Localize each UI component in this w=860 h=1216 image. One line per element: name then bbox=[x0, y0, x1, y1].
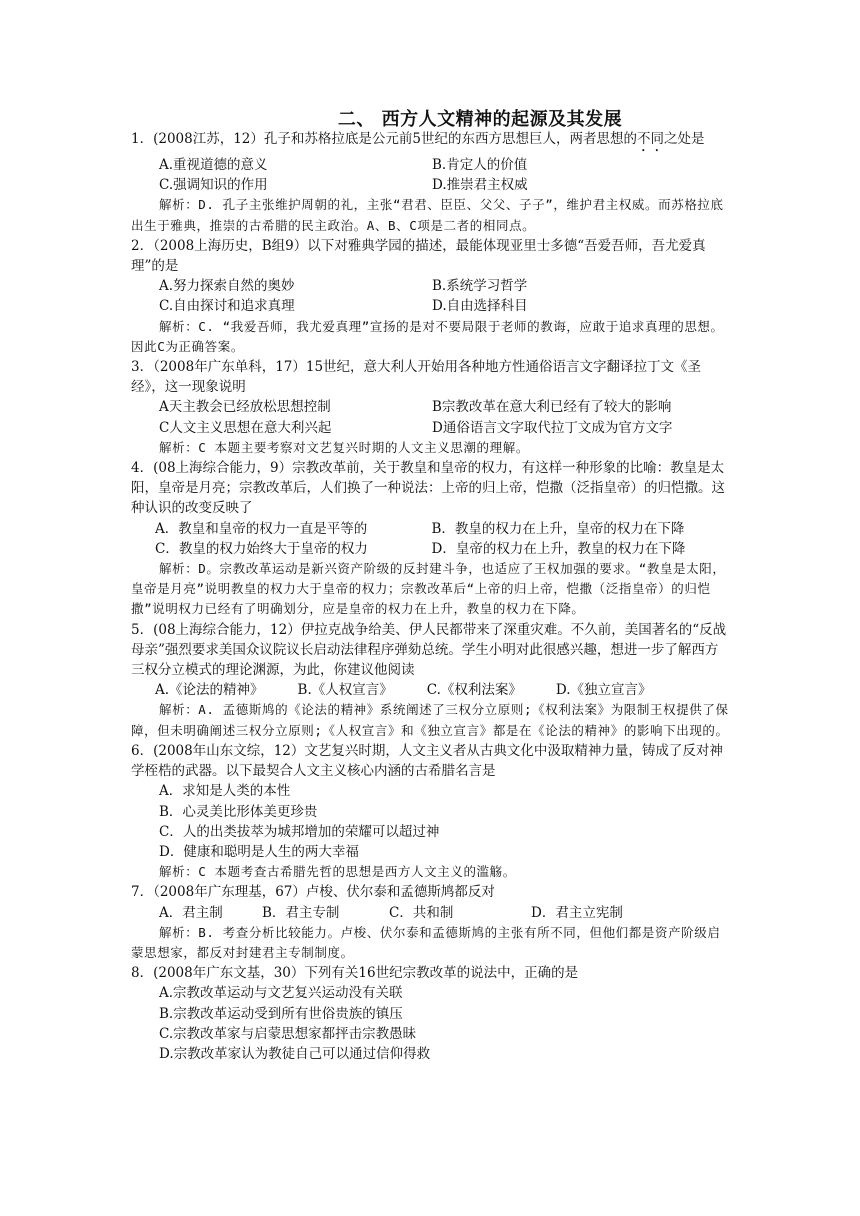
question-7-answer: 解析：B. 考查分析比较能力。卢梭、伏尔泰和孟德斯鸠的主张有所不同，但他们都是资产阶级启蒙思想家，都反对封建君主专制制度。 bbox=[131, 924, 721, 960]
option-c: C.自由探讨和追求真理 bbox=[159, 298, 295, 315]
option-d: D.自由选择科目 bbox=[432, 298, 528, 315]
option-a: A.努力探索自然的奥妙 bbox=[159, 278, 295, 295]
option-b: B.宗教改革运动受到所有世俗贵族的镇压 bbox=[159, 1005, 403, 1022]
option-b: B．教皇的权力在上升，皇帝的权力在下降 bbox=[431, 520, 685, 537]
option-d: D．君主立宪制 bbox=[531, 904, 623, 921]
question-4-options bbox=[131, 519, 731, 559]
question-2-stem: 2．（2008上海历史，B组9）以下对雅典学园的描述，最能体现亚里士多德“吾爱吾师，吾尤爱真理”的是 bbox=[131, 237, 706, 275]
question-7 bbox=[131, 882, 731, 963]
question-8-stem: 8．(2008年广东文基，30）下列有关16世纪宗教改革的说法中，正确的是 bbox=[131, 965, 579, 982]
option-b: B．心灵美比形体美更珍贵 bbox=[159, 803, 318, 820]
question-5-stem: 5．(08上海综合能力，12）伊拉克战争给美、伊人民都带来了深重灾难。不久前，美国著名的“反战母亲”强烈要求美国众议院议长启动法律程序弹劾总统。学生小明对此很感兴趣，想进一步了解西方三权分立模式的理论渊源，为此，你建议他阅读 bbox=[131, 621, 727, 679]
question-6 bbox=[131, 741, 731, 882]
question-4-stem: 4．(08上海综合能力，9）宗教改革前，关于教皇和皇帝的权力，有这样一种形象的比喻：教皇是太阳，皇帝是月亮；宗教改革后，人们换了一种说法：上帝的归上帝，恺撒（泛指皇帝）的归恺撒。这种认识的改变反映了 bbox=[131, 460, 725, 517]
question-1-answer: 解析：D. 孔子主张维护周朝的礼，主张“君君、臣臣、父父、子子”，维护君主权威。而苏格拉底出生于雅典，推崇的古希腊的民主政治。A、B、C项是二者的相同点。 bbox=[131, 197, 724, 233]
option-c: C．人的出类拔萃为城邦增加的荣耀可以超过神 bbox=[159, 823, 440, 840]
option-a: A.宗教改革运动与文艺复兴运动没有关联 bbox=[159, 985, 403, 1002]
question-5-options bbox=[131, 680, 731, 700]
option-d: D．健康和聪明是人生的两大幸福 bbox=[159, 843, 359, 860]
question-7-options bbox=[131, 903, 731, 923]
question-2 bbox=[131, 236, 731, 357]
option-c: C.宗教改革家与启蒙思想家都抨击宗教愚昧 bbox=[159, 1025, 417, 1042]
question-2-answer: 解析：C. “我爱吾师，我尤爱真理”宣扬的是对不要局限于老师的教诲，应敢于追求真理的思想。因此C为正确答案。 bbox=[131, 318, 724, 354]
question-list bbox=[131, 129, 731, 1064]
question-1 bbox=[131, 129, 731, 236]
question-3-options bbox=[131, 397, 731, 437]
option-b: B.《人权宣言》 bbox=[297, 682, 393, 699]
question-1-stem: 1．(2008江苏，12）孔子和苏格拉底是公元前5世纪的东西方思想巨人，两者思想的不同之处是 bbox=[131, 131, 705, 147]
question-8-options bbox=[131, 983, 731, 1064]
option-c: C．共和制 bbox=[389, 904, 454, 921]
question-3-answer: 解析：C 本题主要考察对文艺复兴时期的人文主义思潮的理解。 bbox=[159, 439, 529, 455]
option-a: A天主教会已经放松思想控制 bbox=[159, 399, 331, 416]
question-5-answer: 解析：A. 孟德斯鸠的《论法的精神》系统阐述了三权分立原则;《权利法案》为限制王权提供了保障，但未明确阐述三权分立原则;《人权宣言》和《独立宣言》都是在《论法的精神》的影响下出现的。 bbox=[131, 702, 729, 738]
question-6-answer: 解析：C 本题考查古希腊先哲的思想是西方人文主义的滥觞。 bbox=[159, 864, 516, 880]
option-a: A.《论法的精神》 bbox=[155, 682, 264, 699]
option-a: A.重视道德的意义 bbox=[159, 157, 268, 173]
option-d: D.《独立宣言》 bbox=[555, 682, 652, 699]
option-d: D．皇帝的权力在上升，教皇的权力在下降 bbox=[431, 540, 686, 557]
question-5 bbox=[131, 620, 731, 741]
question-6-options bbox=[131, 781, 731, 862]
option-c: C.强调知识的作用 bbox=[159, 177, 268, 194]
page-title: 二、 西方人文精神的起源及其发展 bbox=[337, 109, 623, 130]
option-c: C人文主义思想在意大利兴起 bbox=[159, 419, 332, 436]
question-6-stem: 6．(2008年山东文综，12）文艺复兴时期，人文主义者从古典文化中汲取精神力量，铸成了反对神学桎梏的武器。以下最契合人文主义核心内涵的古希腊名言是 bbox=[131, 742, 723, 780]
option-d: D.推崇君主权威 bbox=[432, 177, 528, 194]
question-4 bbox=[131, 458, 731, 620]
question-2-options bbox=[131, 276, 731, 316]
option-c: C.《权利法案》 bbox=[426, 682, 522, 699]
emphasis-text: 不同 bbox=[636, 131, 664, 147]
option-c: C．教皇的权力始终大于皇帝的权力 bbox=[155, 540, 368, 557]
option-a: A．教皇和皇帝的权力一直是平等的 bbox=[155, 520, 368, 537]
option-a: A．君主制 bbox=[159, 904, 223, 921]
option-b: B．君主专制 bbox=[262, 904, 340, 921]
option-b: B宗教改革在意大利已经有了较大的影响 bbox=[432, 399, 672, 416]
option-b: B.系统学习哲学 bbox=[432, 278, 528, 295]
question-1-options bbox=[131, 155, 731, 195]
question-4-answer: 解析：D。宗教改革运动是新兴资产阶级的反封建斗争，也适应了王权加强的要求。“教皇是太阳，皇帝是月亮”说明教皇的权力大于皇帝的权力；宗教改革后“上帝的归上帝，恺撒（泛指皇帝）的归恺撒”说明权力已经有了明确划分，应是皇帝的权力在上升，教皇的权力在下降。 bbox=[131, 561, 726, 617]
option-d: D通俗语言文字取代拉丁文成为官方文字 bbox=[432, 419, 673, 436]
question-3 bbox=[131, 357, 731, 458]
question-3-stem: 3．（2008年广东单科，17）15世纪，意大利人开始用各种地方性通俗语言文字翻译拉丁文《圣经》，这一现象说明 bbox=[131, 359, 702, 396]
question-8 bbox=[131, 963, 731, 1064]
option-d: D.宗教改革家认为教徒自己可以通过信仰得救 bbox=[159, 1045, 431, 1062]
option-b: B.肯定人的价值 bbox=[432, 157, 528, 173]
question-7-stem: 7．（2008年广东理基，67）卢梭、伏尔泰和孟德斯鸠都反对 bbox=[131, 884, 495, 901]
option-a: A．求知是人类的本性 bbox=[159, 783, 291, 800]
